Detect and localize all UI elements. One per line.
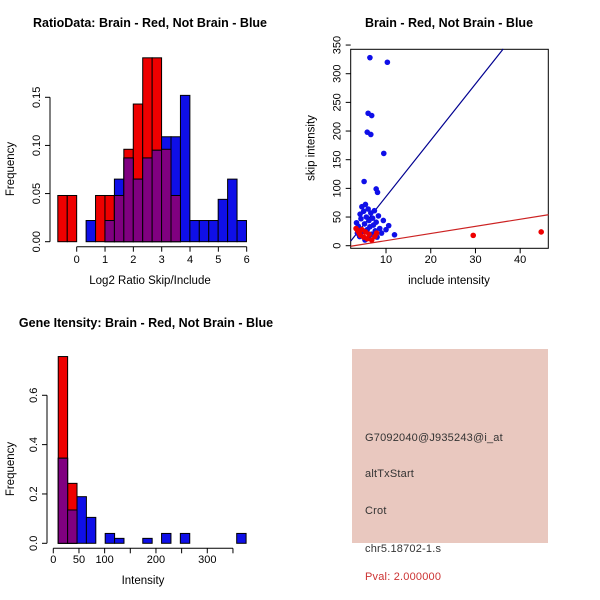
not-brain-bar xyxy=(237,221,246,242)
gene-name-text: Crot xyxy=(365,505,387,517)
panel-intensity-scatter xyxy=(300,0,600,300)
ratio-histogram-plot xyxy=(0,0,300,300)
overlap-bar xyxy=(152,150,161,241)
x-axis-label: Intensity xyxy=(121,575,165,587)
overlap-bar xyxy=(124,158,133,242)
x-tick-label: 40 xyxy=(514,254,527,266)
not-brain-point xyxy=(361,179,367,185)
not-brain-bar xyxy=(180,533,189,543)
plot-title: Gene Itensity: Brain - Red, Not Brain - Blue xyxy=(18,316,274,330)
gene-info-box xyxy=(352,349,548,583)
x-tick-label: 200 xyxy=(146,554,166,566)
x-tick-label: 4 xyxy=(186,254,194,266)
y-tick-label: 0.0 xyxy=(28,535,40,551)
plot-box xyxy=(351,49,549,248)
not-brain-bar xyxy=(105,533,114,543)
intensity-scatter-plot xyxy=(300,0,600,300)
y-tick-label: 0 xyxy=(331,242,344,249)
brain-bar xyxy=(67,195,76,241)
plot-title: RatioData: Brain - Red, Not Brain - Blue xyxy=(32,16,268,30)
not-brain-point xyxy=(369,113,375,119)
y-tick-label: 0.6 xyxy=(28,387,40,403)
y-axis-label: Frequency xyxy=(5,441,17,497)
y-tick-label: 150 xyxy=(331,150,344,169)
not-brain-bar xyxy=(218,199,227,241)
overlap-bar xyxy=(114,195,123,241)
overlap-bar xyxy=(133,179,142,242)
overlap-bar xyxy=(143,158,152,242)
x-tick-label: 300 xyxy=(198,554,217,566)
not-brain-bar xyxy=(180,95,189,241)
plot-title: Brain - Red, Not Brain - Blue xyxy=(364,16,534,30)
x-tick-label: 10 xyxy=(379,254,393,266)
not-brain-bar xyxy=(86,517,95,543)
not-brain-point xyxy=(392,232,398,238)
x-tick-label: 1 xyxy=(101,254,109,266)
not-brain-point xyxy=(375,190,381,196)
brain-point xyxy=(374,230,380,236)
not-brain-point xyxy=(373,219,379,225)
x-tick-label: 0 xyxy=(73,254,80,266)
not-brain-bar xyxy=(86,221,95,242)
x-tick-label: 20 xyxy=(424,254,437,266)
y-tick-label: 0.10 xyxy=(31,134,43,157)
not-brain-bar xyxy=(228,179,237,242)
y-tick-label: 0.15 xyxy=(31,86,43,109)
not-brain-bar xyxy=(77,497,86,544)
event-type-text: altTxStart xyxy=(365,468,415,480)
gene-intensity-histogram-plot xyxy=(0,300,300,600)
not-brain-point xyxy=(362,221,368,227)
brain-point xyxy=(366,231,372,237)
not-brain-point xyxy=(367,55,373,61)
not-brain-bar xyxy=(162,533,171,543)
not-brain-bar xyxy=(143,538,152,543)
probe-id-text: G7092040@J935243@i_at xyxy=(365,432,503,444)
brain-point xyxy=(470,233,476,239)
overlap-bar xyxy=(162,149,171,241)
x-tick-label: 100 xyxy=(95,554,114,566)
panel-ratio-histogram xyxy=(0,0,300,300)
y-tick-label: 0.4 xyxy=(28,436,40,453)
not-brain-point xyxy=(381,218,387,224)
x-tick-label: 0 xyxy=(50,554,57,566)
not-brain-bar xyxy=(199,221,208,242)
not-brain-point xyxy=(381,151,387,157)
x-tick-label: 2 xyxy=(130,254,137,266)
pval-text: Pval: 2.000000 xyxy=(365,571,442,583)
y-tick-label: 0.00 xyxy=(31,230,43,253)
y-tick-label: 250 xyxy=(331,93,344,112)
not-brain-point xyxy=(385,59,391,65)
not-brain-point xyxy=(372,208,378,214)
x-tick-label: 5 xyxy=(215,254,222,266)
not-brain-bar xyxy=(237,533,246,543)
exon-id-text: chr5.18702-1.s xyxy=(365,543,442,555)
y-tick-label: 0.2 xyxy=(28,486,40,502)
overlap-bar xyxy=(171,195,180,241)
y-tick-label: 50 xyxy=(331,210,344,224)
not-brain-point xyxy=(376,213,382,219)
not-brain-bar xyxy=(209,221,218,242)
brain-bar xyxy=(96,195,105,241)
overlap-bar xyxy=(58,458,67,543)
y-tick-label: 300 xyxy=(331,64,344,83)
x-tick-label: 3 xyxy=(158,254,165,266)
x-tick-label: 6 xyxy=(243,254,250,266)
not-brain-point xyxy=(358,216,364,222)
overlap-bar xyxy=(105,221,114,242)
y-tick-label: 350 xyxy=(331,35,344,55)
not-brain-bar xyxy=(115,538,124,543)
not-brain-point xyxy=(386,223,392,229)
y-tick-label: 0.05 xyxy=(31,182,43,205)
panel-info xyxy=(300,300,600,600)
x-tick-label: 50 xyxy=(72,554,86,566)
y-axis-label: Frequency xyxy=(5,141,17,197)
y-tick-label: 200 xyxy=(331,121,344,141)
y-axis-label: skip intensity xyxy=(305,115,318,181)
not-brain-bar xyxy=(190,221,199,242)
panel-gene-intensity-histogram xyxy=(0,300,300,600)
x-axis-label: Log2 Ratio Skip/Include xyxy=(89,275,211,287)
x-tick-label: 30 xyxy=(469,254,482,266)
not-brain-point xyxy=(368,132,374,138)
brain-point xyxy=(538,229,544,235)
brain-bar xyxy=(58,195,67,241)
x-axis-label: include intensity xyxy=(408,275,490,287)
y-tick-label: 100 xyxy=(331,179,344,198)
not-brain-point xyxy=(379,230,385,236)
overlap-bar xyxy=(68,510,77,543)
